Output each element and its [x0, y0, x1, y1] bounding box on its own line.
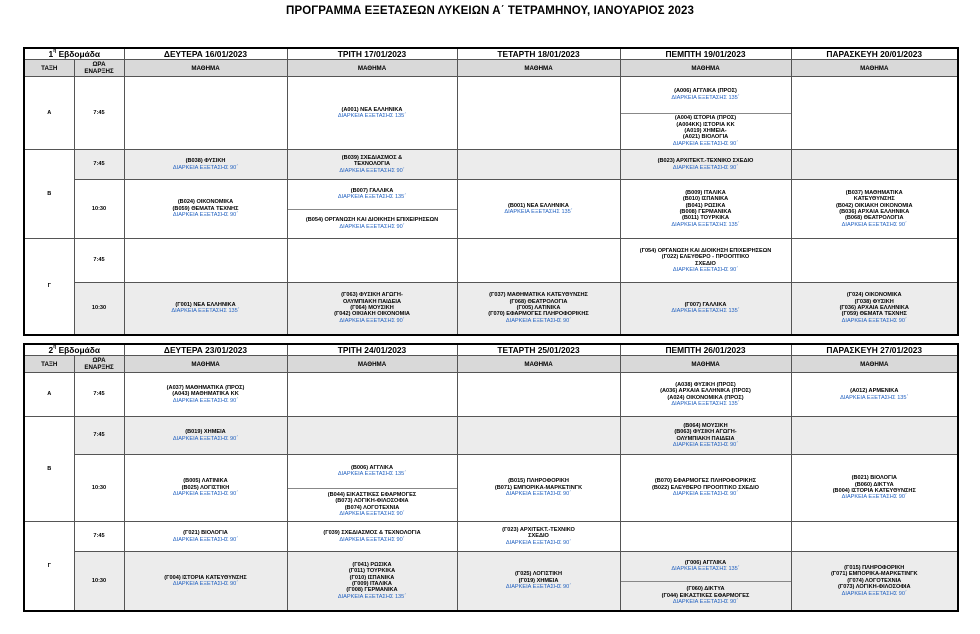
class-cell: Α — [24, 77, 74, 150]
class-cell: Β — [24, 417, 74, 522]
time-cell: 7:45 — [74, 373, 124, 417]
time-cell: 7:45 — [74, 150, 124, 180]
exam-cell: (Γ023) ΑΡΧΙΤΕΚΤ.-ΤΕΧΝΙΚΟ ΣΧΕΔΙΟ ΔΙΑΡΚΕΙΑ ΕΞΕΤΑΣΗΣ 90΄ — [457, 522, 620, 552]
exam-cell: (Β001) ΝΕΑ ΕΛΛΗΝΙΚΑ ΔΙΑΡΚΕΙΑ ΕΞΕΤΑΣΗΣ 135΄ — [457, 180, 620, 239]
exam-cell: (Α037) ΜΑΘΗΜΑΤΙΚΑ (ΠΡΟΣ) (Α043) ΜΑΘΗΜΑΤΙΚΑ ΚΚ ΔΙΑΡΚΕΙΑ ΕΞΕΤΑΣΗΣ 90΄ — [124, 373, 287, 417]
week-1-table — [23, 47, 959, 336]
time-cell: 7:45 — [74, 417, 124, 455]
exam-cell: (Β064) ΜΟΥΣΙΚΗ (Β063) ΦΥΣΙΚΗ ΑΓΩΓΗ- ΟΛΥΜΠΙΑΚΗ ΠΑΙΔΕΙΑ ΔΙΑΡΚΕΙΑ ΕΞΕΤΑΣΗΣ 90΄ — [620, 417, 791, 455]
exam-cell — [457, 150, 620, 180]
exam-cell: (Γ004) ΙΣΤΟΡΙΑ ΚΑΤΕΥΘΥΝΣΗΣ ΔΙΑΡΚΕΙΑ ΕΞΕΤΑΣΗΣ 90΄ — [124, 552, 287, 612]
time-cell: 7:45 — [74, 239, 124, 283]
day-header: ΔΕΥΤΕΡΑ 23/01/2023 — [124, 344, 287, 356]
subject-header: ΜΑΘΗΜΑ — [791, 60, 958, 77]
exam-cell: (Γ037) ΜΑΘΗΜΑΤΙΚΑ ΚΑΤΕΥΘΥΝΣΗΣ (Γ068) ΘΕΑΤΡΟΛΟΓΙΑ (Γ005) ΛΑΤΙΝΙΚΑ (Γ070) ΕΦΑΡΜΟΓΕΣ ΠΛΗΡΟΦΟΡΙΚΗΣ ΔΙΑΡΚΕΙΑ ΕΞΕΤΑΣΗΣ 90΄ — [457, 283, 620, 335]
exam-cell: (Γ041) ΡΩΣΙΚΑ (Γ011) ΤΟΥΡΚΙΚΑ (Γ010) ΙΣΠΑΝΙΚΑ (Γ009) ΙΤΑΛΙΚΑ (Γ008) ΓΕΡΜΑΝΙΚΑ ΔΙΑΡΚΕΙΑ ΕΞΕΤΑΣΗΣ 135΄ — [287, 552, 457, 612]
subject-header: ΜΑΘΗΜΑ — [124, 356, 287, 373]
subject-header: ΜΑΘΗΜΑ — [457, 60, 620, 77]
exam-cell — [124, 239, 287, 283]
exam-cell: (Γ021) ΒΙΟΛΟΓΙΑ ΔΙΑΡΚΕΙΑ ΕΞΕΤΑΣΗΣ 90΄ — [124, 522, 287, 552]
day-header: ΤΡΙΤΗ 24/01/2023 — [287, 344, 457, 356]
class-header: ΤΑΞΗ — [24, 60, 74, 77]
exam-cell: (Β021) ΒΙΟΛΟΓΙΑ (Β060) ΔΙΚΤΥΑ (Β004) ΙΣΤΟΡΙΑ ΚΑΤΕΥΘΥΝΣΗΣ ΔΙΑΡΚΕΙΑ ΕΞΕΤΑΣΗΣ 90΄ — [791, 455, 958, 522]
exam-cell: (Γ006) ΑΓΓΛΙΚΑ ΔΙΑΡΚΕΙΑ ΕΞΕΤΑΣΗΣ 135΄ (Γ060) ΔΙΚΤΥΑ (Γ044) ΕΙΚΑΣΤΙΚΕΣ ΕΦΑΡΜΟΓΕΣ ΔΙΑΡΚΕΙΑ ΕΞΕΤΑΣΗΣ 90΄ — [620, 552, 791, 612]
exam-cell — [791, 522, 958, 552]
subject-header: ΜΑΘΗΜΑ — [620, 60, 791, 77]
exam-cell — [124, 77, 287, 150]
subject-header: ΜΑΘΗΜΑ — [457, 356, 620, 373]
exam-cell: (Γ039) ΣΧΕΔΙΑΣΜΟΣ & ΤΕΧΝΟΛΟΓΙΑ ΔΙΑΡΚΕΙΑ ΕΞΕΤΑΣΗΣ 90΄ — [287, 522, 457, 552]
time-cell: 10:30 — [74, 552, 124, 612]
class-cell: Γ — [24, 522, 74, 612]
exam-cell: (Β015) ΠΛΗΡΟΦΟΡΙΚΗ (Β071) ΕΜΠΟΡΙΚΑ-ΜΑΡΚΕΤΙΝΓΚ ΔΙΑΡΚΕΙΑ ΕΞΕΤΑΣΗΣ 90΄ — [457, 455, 620, 522]
day-header: ΠΕΜΠΤΗ 26/01/2023 — [620, 344, 791, 356]
time-cell: 10:30 — [74, 455, 124, 522]
exam-cell: (Β005) ΛΑΤΙΝΙΚΑ (Β025) ΛΟΓΙΣΤΙΚΗ ΔΙΑΡΚΕΙΑ ΕΞΕΤΑΣΗΣ 90΄ — [124, 455, 287, 522]
page-title: ΠΡΟΓΡΑΜΜΑ ΕΞΕΤΑΣΕΩΝ ΛΥΚΕΙΩΝ Α΄ ΤΕΤΡΑΜΗΝΟΥ, ΙΑΝΟΥΑΡΙΟΣ 2023 — [286, 5, 694, 17]
week-label: $1^\eta$ Εβδομάδα — [24, 48, 124, 60]
day-header: ΤΡΙΤΗ 17/01/2023 — [287, 48, 457, 60]
exam-cell: (Γ025) ΛΟΓΙΣΤΙΚΗ (Γ019) ΧΗΜΕΙΑ ΔΙΑΡΚΕΙΑ ΕΞΕΤΑΣΗΣ 90΄ — [457, 552, 620, 612]
day-header: ΔΕΥΤΕΡΑ 16/01/2023 — [124, 48, 287, 60]
time-cell: 7:45 — [74, 77, 124, 150]
exam-cell — [287, 239, 457, 283]
time-cell: 7:45 — [74, 522, 124, 552]
subject-header: ΜΑΘΗΜΑ — [791, 356, 958, 373]
day-header: ΠΑΡΑΣΚΕΥΗ 27/01/2023 — [791, 344, 958, 356]
exam-cell: (Β007) ΓΑΛΛΙΚΑ ΔΙΑΡΚΕΙΑ ΕΞΕΤΑΣΗΣ 135΄ (Β054) ΟΡΓΑΝΩΣΗ ΚΑΙ ΔΙΟΙΚΗΣΗ ΕΠΙΧΕΙΡΗΣΕΩΝ ΔΙΑΡΚΕΙΑ ΕΞΕΤΑΣΗΣ 90΄ — [287, 180, 457, 239]
exam-cell: (Β023) ΑΡΧΙΤΕΚΤ.-ΤΕΧΝΙΚΟ ΣΧΕΔΙΟ ΔΙΑΡΚΕΙΑ ΕΞΕΤΑΣΗΣ 90΄ — [620, 150, 791, 180]
class-cell: Β — [24, 150, 74, 239]
exam-cell: (Β024) ΟΙΚΟΝΟΜΙΚΑ (Β059) ΘΕΜΑΤΑ ΤΕΧΝΗΣ ΔΙΑΡΚΕΙΑ ΕΞΕΤΑΣΗΣ 90΄ — [124, 180, 287, 239]
subject-header: ΜΑΘΗΜΑ — [287, 60, 457, 77]
exam-cell: (Γ015) ΠΛΗΡΟΦΟΡΙΚΗ (Γ071) ΕΜΠΟΡΙΚΑ-ΜΑΡΚΕΤΙΝΓΚ (Γ074) ΛΟΓΟΤΕΧΝΙΑ (Γ073) ΛΟΓΙΚΗ-ΦΙΛΟΣΟΦΙΑ ΔΙΑΡΚΕΙΑ ΕΞΕΤΑΣΗΣ 90΄ — [791, 552, 958, 612]
exam-cell: (Γ007) ΓΑΛΛΙΚΑ ΔΙΑΡΚΕΙΑ ΕΞΕΤΑΣΗΣ 135΄ — [620, 283, 791, 335]
exam-cell: (Α001) ΝΕΑ ΕΛΛΗΝΙΚΑ ΔΙΑΡΚΕΙΑ ΕΞΕΤΑΣΗΣ 135΄ — [287, 77, 457, 150]
week-2-table — [23, 343, 959, 612]
time-cell: 10:30 — [74, 180, 124, 239]
subject-header: ΜΑΘΗΜΑ — [620, 356, 791, 373]
exam-cell — [287, 417, 457, 455]
day-header: ΤΕΤΑΡΤΗ 25/01/2023 — [457, 344, 620, 356]
exam-cell — [457, 77, 620, 150]
day-header: ΤΕΤΑΡΤΗ 18/01/2023 — [457, 48, 620, 60]
exam-cell — [457, 373, 620, 417]
exam-cell: (Γ001) ΝΕΑ ΕΛΛΗΝΙΚΑ ΔΙΑΡΚΕΙΑ ΕΞΕΤΑΣΗΣ 135΄ — [124, 283, 287, 335]
exam-cell: (Β009) ΙΤΑΛΙΚΑ (Β010) ΙΣΠΑΝΙΚΑ (Β041) ΡΩΣΙΚΑ (Β008) ΓΕΡΜΑΝΙΚΑ (Β011) ΤΟΥΡΚΙΚΑ ΔΙΑΡΚΕΙΑ ΕΞΕΤΑΣΗΣ 135΄ — [620, 180, 791, 239]
exam-cell — [791, 417, 958, 455]
exam-cell: (Β070) ΕΦΑΡΜΟΓΕΣ ΠΛΗΡΟΦΟΡΙΚΗΣ (Β022) ΕΛΕΥΘΕΡΟ ΠΡΟΟΠΤΙΚΟ ΣΧΕΔΙΟ ΔΙΑΡΚΕΙΑ ΕΞΕΤΑΣΗΣ 90΄ — [620, 455, 791, 522]
exam-cell: (Γ054) ΟΡΓΑΝΩΣΗ ΚΑΙ ΔΙΟΙΚΗΣΗ ΕΠΙΧΕΙΡΗΣΕΩΝ (Γ022) ΕΛΕΥΘΕΡΟ - ΠΡΟΟΠΤΙΚΟ ΣΧΕΔΙΟ ΔΙΑΡΚΕΙΑ ΕΞΕΤΑΣΗΣ 90΄ — [620, 239, 791, 283]
exam-cell: (Γ024) ΟΙΚΟΝΟΜΙΚΑ (Γ038) ΦΥΣΙΚΗ (Γ036) ΑΡΧΑΙΑ ΕΛΛΗΝΙΚΑ (Γ059) ΘΕΜΑΤΑ ΤΕΧΝΗΣ ΔΙΑΡΚΕΙΑ ΕΞΕΤΑΣΗΣ 90΄ — [791, 283, 958, 335]
class-cell: Γ — [24, 239, 74, 335]
exam-cell: (Α012) ΑΡΜΕΝΙΚΑ ΔΙΑΡΚΕΙΑ ΕΞΕΤΑΣΗΣ 135΄ — [791, 373, 958, 417]
day-header: ΠΑΡΑΣΚΕΥΗ 20/01/2023 — [791, 48, 958, 60]
exam-cell — [791, 150, 958, 180]
exam-cell — [287, 373, 457, 417]
week-label: $2^\eta$ Εβδομάδα — [24, 344, 124, 356]
exam-cell: (Α006) ΑΓΓΛΙΚΑ (ΠΡΟΣ) ΔΙΑΡΚΕΙΑ ΕΞΕΤΑΣΗΣ 135΄ (Α004) ΙΣΤΟΡΙΑ (ΠΡΟΣ) (Α004ΚΚ) ΙΣΤΟΡΙΑ ΚΚ (Α019) ΧΗΜΕΙΑ- (Α021) ΒΙΟΛΟΓΙΑ ΔΙΑΡΚΕΙΑ ΕΞΕΤΑΣΗΣ 90΄ — [620, 77, 791, 150]
exam-cell: (Β019) ΧΗΜΕΙΑ ΔΙΑΡΚΕΙΑ ΕΞΕΤΑΣΗΣ 90΄ — [124, 417, 287, 455]
class-header: ΤΑΞΗ — [24, 356, 74, 373]
day-header: ΠΕΜΠΤΗ 19/01/2023 — [620, 48, 791, 60]
time-header: ΩΡΑ ΕΝΑΡΞΗΣ — [74, 60, 124, 77]
subject-header: ΜΑΘΗΜΑ — [287, 356, 457, 373]
exam-cell: (Α038) ΦΥΣΙΚΗ (ΠΡΟΣ) (Α036) ΑΡΧΑΙΑ ΕΛΛΗΝΙΚΑ (ΠΡΟΣ) (Α024) ΟΙΚΟΝΟΜΙΚΑ (ΠΡΟΣ) ΔΙΑΡΚΕΙΑ ΕΞΕΤΑΣΗΣ 135΄ — [620, 373, 791, 417]
exam-cell — [457, 417, 620, 455]
subject-header: ΜΑΘΗΜΑ — [124, 60, 287, 77]
time-header: ΩΡΑ ΕΝΑΡΞΗΣ — [74, 356, 124, 373]
exam-cell — [791, 77, 958, 150]
exam-cell — [620, 522, 791, 552]
exam-cell: (Γ063) ΦΥΣΙΚΗ ΑΓΩΓΗ- ΟΛΥΜΠΙΑΚΗ ΠΑΙΔΕΙΑ (Γ064) ΜΟΥΣΙΚΗ (Γ042) ΟΙΚΙΑΚΗ ΟΙΚΟΝΟΜΙΑ ΔΙΑΡΚΕΙΑ ΕΞΕΤΑΣΗΣ 90΄ — [287, 283, 457, 335]
exam-cell — [457, 239, 620, 283]
time-cell: 10:30 — [74, 283, 124, 335]
exam-cell: (Β006) ΑΓΓΛΙΚΑ ΔΙΑΡΚΕΙΑ ΕΞΕΤΑΣΗΣ 135΄ (Β044) ΕΙΚΑΣΤΙΚΕΣ ΕΦΑΡΜΟΓΕΣ (Β073) ΛΟΓΙΚΗ-ΦΙΛΟΣΟΦΙΑ (Β074) ΛΟΓΟΤΕΧΝΙΑ ΔΙΑΡΚΕΙΑ ΕΞΕΤΑΣΗΣ 90΄ — [287, 455, 457, 522]
class-cell: Α — [24, 373, 74, 417]
exam-cell: (Β038) ΦΥΣΙΚΗ ΔΙΑΡΚΕΙΑ ΕΞΕΤΑΣΗΣ 90΄ — [124, 150, 287, 180]
exam-cell — [791, 239, 958, 283]
exam-cell: (Β039) ΣΧΕΔΙΑΣΜΟΣ & ΤΕΧΝΟΛΟΓΙΑ ΔΙΑΡΚΕΙΑ ΕΞΕΤΑΣΗΣ 90΄ — [287, 150, 457, 180]
exam-cell: (Β037) ΜΑΘΗΜΑΤΙΚΑ ΚΑΤΕΥΘΥΝΣΗΣ (Β042) ΟΙΚΙΑΚΗ ΟΙΚΟΝΟΜΙΑ (Β036) ΑΡΧΑΙΑ ΕΛΛΗΝΙΚΑ (Β068) ΘΕΑΤΡΟΛΟΓΙΑ ΔΙΑΡΚΕΙΑ ΕΞΕΤΑΣΗΣ 90΄ — [791, 180, 958, 239]
